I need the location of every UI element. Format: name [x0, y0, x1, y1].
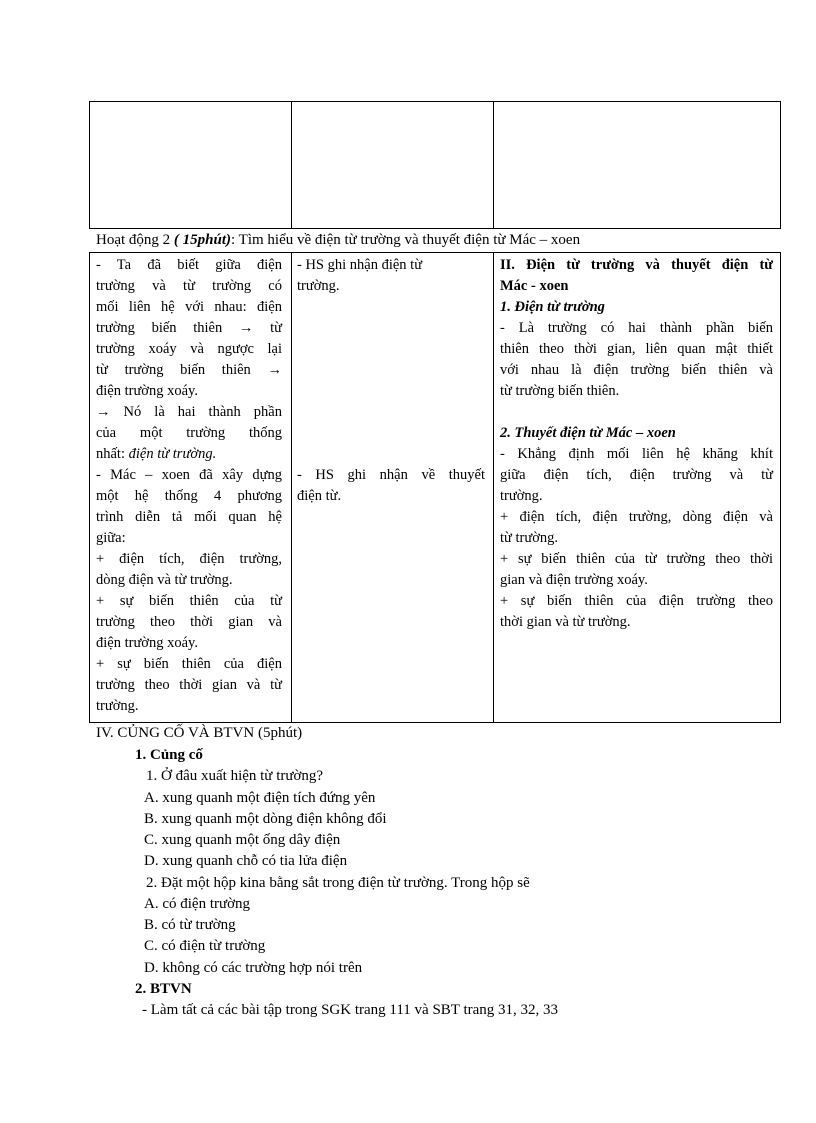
q2-option-c: C. có điện từ trường: [144, 938, 266, 954]
col1-line: dòng điện và từ trường.: [96, 572, 233, 588]
consolidation-heading: 1. Củng cố: [135, 747, 203, 763]
col3-line: với nhau là điện trường biến thiên và: [500, 362, 773, 378]
col3-line: - Là trường có hai thành phần biến: [500, 320, 773, 336]
q1-option-c: C. xung quanh một ống dây điện: [144, 832, 341, 848]
activity2-topic: : Tìm hiểu về điện từ trường và thuyết điện từ Mác – xoen: [231, 232, 581, 248]
section-heading: Mác - xoen: [500, 278, 569, 294]
subheading-maxwell-theory: 2. Thuyết điện từ Mác – xoen: [500, 425, 676, 441]
main-table-divider-1: [291, 253, 292, 722]
col1-unified-term: điện từ trường.: [128, 446, 217, 462]
col1-line: + điện tích, điện trường,: [96, 551, 282, 567]
col2-line: điện từ.: [297, 488, 342, 504]
student-note-1: [297, 255, 485, 297]
col3-line: + sự biến thiên của điện trường theo: [500, 593, 773, 609]
col1-line: trình diễn tả mối quan hệ: [96, 509, 282, 525]
top-table: [89, 101, 781, 229]
q1-option-d: D. xung quanh chỗ có tia lửa điện: [144, 853, 348, 869]
section4-title-text: IV. CỦNG CỐ VÀ BTVN: [96, 725, 255, 741]
col1-line: mối liên hệ với nhau: điện: [96, 299, 282, 315]
q1-option-a: A. xung quanh một điện tích đứng yên: [144, 790, 376, 806]
col1-line: - Mác – xoen đã xây dựng: [96, 467, 282, 483]
col1-line: trường xoáy và ngược lại: [96, 341, 282, 357]
col1-line: + sự biến thiên của điện: [96, 656, 282, 672]
activity2-label: Hoạt động 2: [96, 232, 174, 248]
activity2-time: ( 15phút): [173, 232, 232, 248]
col1-line: trường biến thiên → từ: [96, 320, 282, 336]
col2-line: trường.: [297, 278, 340, 294]
content-column: [500, 255, 773, 633]
col3-line: gian và điện trường xoáy.: [500, 572, 648, 588]
col3-line: từ trường biến thiên.: [500, 383, 620, 399]
col1-line: trường.: [96, 698, 139, 714]
q2-option-a: A. có điện trường: [144, 896, 251, 912]
subheading-em-field: 1. Điện từ trường: [500, 299, 605, 315]
col1-line: trường và từ trường có: [96, 278, 282, 294]
col3-line: + điện tích, điện trường, dòng điện và: [500, 509, 773, 525]
teacher-column: [96, 255, 282, 717]
col1-line: giữa:: [96, 530, 126, 546]
activity2-table: [89, 252, 781, 723]
question-2: 2. Đặt một hộp kina bằng sắt trong điện từ trường. Trong hộp sẽ: [146, 875, 530, 891]
col1-unified-line: [96, 444, 282, 465]
col3-line: thời gian và từ trường.: [500, 614, 631, 630]
col3-line: trường.: [500, 488, 543, 504]
top-table-divider-2: [493, 102, 494, 228]
activity2-title: [96, 232, 580, 249]
section4-title: [96, 723, 302, 744]
col1-line: một hệ thống 4 phương: [96, 488, 282, 504]
col1-line: từ trường biến thiên →: [96, 362, 282, 378]
q2-option-b: B. có từ trường: [144, 917, 236, 933]
col1-line: của một trường thống: [96, 425, 282, 441]
col1-line: + sự biến thiên của từ: [96, 593, 282, 609]
main-table-divider-2: [493, 253, 494, 722]
col1-line: trường theo thời gian và từ: [96, 677, 282, 693]
col1-line: trường theo thời gian và: [96, 614, 282, 630]
col1-line: → Nó là hai thành phần: [96, 404, 282, 420]
col3-line: từ trường.: [500, 530, 559, 546]
homework-text: - Làm tất cả các bài tập trong SGK trang 111 và SBT trang 31, 32, 33: [142, 1002, 559, 1018]
top-table-divider-1: [291, 102, 292, 228]
q1-option-b: B. xung quanh một dòng điện không đổi: [144, 811, 387, 827]
col2-line: - HS ghi nhận điện từ: [297, 257, 423, 273]
q2-option-d: D. không có các trường hợp nói trên: [144, 960, 363, 976]
col1-line: - Ta đã biết giữa điện: [96, 257, 282, 273]
col3-line: - Khẳng định mối liên hệ khăng khít: [500, 446, 773, 462]
col3-line: giữa điện tích, điện trường và từ: [500, 467, 773, 483]
section-heading: II. Điện từ trường và thuyết điện từ: [500, 257, 773, 273]
homework-heading: 2. BTVN: [135, 981, 192, 997]
col1-unified-prefix: nhất:: [96, 446, 129, 462]
col1-line: điện trường xoáy.: [96, 635, 198, 651]
col2-line: - HS ghi nhận về thuyết: [297, 467, 485, 483]
student-note-2: [297, 465, 485, 507]
blank-line: [500, 402, 773, 423]
col1-line: điện trường xoáy.: [96, 383, 198, 399]
col3-line: thiên theo thời gian, liên quan mật thiết: [500, 341, 773, 357]
section4-time: (5phút): [254, 725, 303, 741]
col3-line: + sự biến thiên của từ trường theo thời: [500, 551, 773, 567]
question-1: 1. Ở đâu xuất hiện từ trường?: [146, 768, 324, 784]
